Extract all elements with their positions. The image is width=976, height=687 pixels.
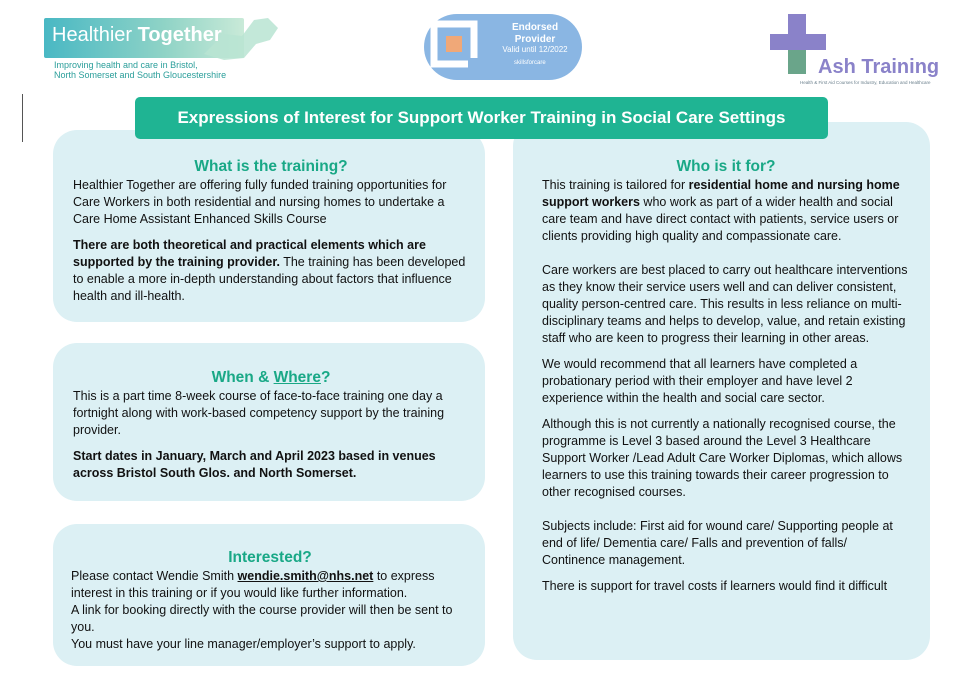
who-paragraph-1: This training is tailored for residential home and nursing home support workers who work as part of a wider health and social care team and have direct contact with patients, service users or clients providing high quality and compassionate care. (542, 178, 900, 243)
logo-title: Healthier Together (52, 24, 222, 46)
who-panel (513, 122, 930, 660)
ash-training-logo: Ash Training Health & First Aid Courses for Industry, Education and Healthcare (762, 14, 952, 94)
what-paragraph-2: There are both theoretical and practical elements which are supported by the training provider. The training has been developed to enable a more in-depth understanding about factors that influence health and ill-health. (73, 238, 466, 303)
when-paragraph-2: Start dates in January, March and April 2023 based in venues across Bristol South Glos. and North Somerset. (73, 449, 436, 480)
who-heading: Who is it for? (676, 158, 776, 175)
what-paragraph-1: Healthier Together are offering fully funded training opportunities for Care Workers in both residential and nursing homes to undertake a Care Home Assistant Enhanced Skills Course (73, 178, 447, 226)
who-paragraph-4: Although this is not currently a nationally recognised course, the programme is Level 3 based around the Level 3 Healthcare Support Worker /Lead Adult Care Worker Diplomas, which allows learners to use this training towards their career progression to other recognised courses. (542, 417, 903, 499)
interested-panel (53, 524, 485, 666)
logo-tagline-1: Improving health and care in Bristol, (54, 60, 198, 70)
who-paragraph-2: Care workers are best placed to carry out healthcare interventions as they know their service users well and can deliver consistent, quality person-centred care. This results in less reliance on multi-disciplinary teams and helps to develop, value, and retain existing staff who are keen to progress their learning in other areas. (542, 263, 908, 345)
skillsforcare-label: skillsforcare (514, 60, 546, 66)
who-paragraph-6: There is support for travel costs if learners would find it difficult (542, 579, 888, 593)
who-paragraph-3: We would recommend that all learners have completed a probationary period with their employer and have level 2 experience within the health and social care sector. (542, 357, 858, 405)
interested-line-1: Please contact Wendie Smith wendie.smith@nhs.net to express interest in this training or if you would like further information. (71, 569, 435, 600)
healthier-together-logo (44, 14, 284, 78)
logo-tagline-2: North Somerset and South Gloucestershire (54, 70, 227, 80)
interested-line-2: A link for booking directly with the course provider will then be sent to you. (71, 603, 453, 634)
when-panel (53, 343, 485, 501)
who-paragraph-5: Subjects include: First aid for wound care/ Supporting people at end of life/ Dementia care/ Falls and prevention of falls/ Continence management. (542, 519, 893, 567)
when-heading: When & Where? (211, 369, 331, 386)
endorsed-provider-badge: Endorsed Provider Valid until 12/2022 skillsforcare (424, 14, 584, 82)
what-heading: What is the training? (194, 158, 348, 175)
what-panel (53, 130, 485, 322)
email-link[interactable]: wendie.smith@nhs.net (237, 569, 374, 583)
interested-line-3: You must have your line manager/employer’s support to apply. (71, 637, 416, 651)
margin-rule (22, 94, 23, 142)
where-link[interactable]: Where (273, 369, 321, 386)
endorsed-mark-icon (430, 20, 484, 74)
interested-heading: Interested? (228, 549, 312, 566)
page-title: Expressions of Interest for Support Worker Training in Social Care Settings (135, 97, 828, 139)
when-paragraph-1: This is a part time 8-week course of face-to-face training one day a fortnight along with work-based competency support by the training provider. (73, 389, 445, 437)
